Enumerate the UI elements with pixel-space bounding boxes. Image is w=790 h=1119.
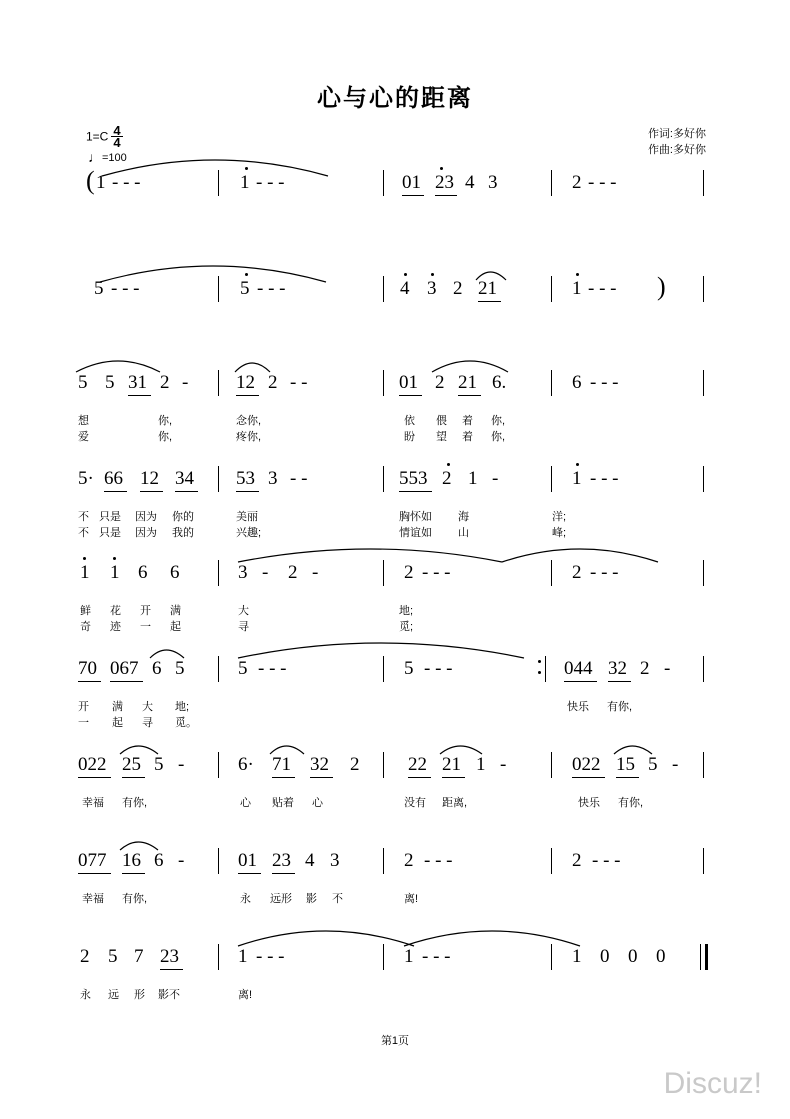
- beam: [272, 777, 295, 778]
- repeat-sign: [538, 660, 541, 674]
- system-8: [0, 850, 790, 930]
- barline: [703, 466, 704, 492]
- lyric: 你,: [158, 415, 173, 427]
- lyric: 永: [240, 893, 251, 905]
- lyric: 地;: [175, 701, 190, 713]
- note: 1: [572, 946, 582, 967]
- system-5: [0, 562, 790, 642]
- lyric: 只是: [99, 527, 121, 539]
- note-extender: -: [182, 372, 189, 393]
- lyric: 地;: [399, 605, 414, 617]
- note: 32: [310, 754, 329, 775]
- note: 21: [442, 754, 461, 775]
- lyric: 因为: [135, 511, 157, 523]
- barline: [545, 656, 546, 682]
- octave-dot: [431, 273, 434, 276]
- note: 1: [238, 946, 248, 967]
- barline: [218, 848, 219, 874]
- note-extender: - - -: [111, 278, 140, 299]
- lyric: 不: [78, 527, 89, 539]
- slur: [98, 256, 328, 286]
- note: 7: [134, 946, 144, 967]
- note: 32: [608, 658, 627, 679]
- lyric: 贴着: [272, 797, 294, 809]
- octave-dot: [83, 557, 86, 560]
- barline: [703, 752, 704, 778]
- lyric: 依: [404, 415, 415, 427]
- barline: [703, 276, 704, 302]
- beam: [140, 491, 163, 492]
- lyric: 花: [110, 605, 121, 617]
- lyric: 离!: [238, 989, 253, 1001]
- lyric: 情谊如: [399, 527, 432, 539]
- barline: [383, 944, 384, 970]
- beam: [238, 873, 261, 874]
- lyric: 没有: [404, 797, 426, 809]
- note: 0: [600, 946, 610, 967]
- note: 4: [400, 278, 410, 299]
- note: 01: [399, 372, 418, 393]
- note: 1: [110, 562, 120, 583]
- lyric: 幸福: [82, 797, 104, 809]
- beam: [236, 395, 259, 396]
- note: 6: [152, 658, 162, 679]
- note: 5: [154, 754, 164, 775]
- note-extender: - - -: [590, 468, 619, 489]
- barline: [218, 370, 219, 396]
- note: 66: [104, 468, 123, 489]
- beam: [78, 777, 111, 778]
- barline: [551, 370, 552, 396]
- note: 23: [435, 172, 454, 193]
- lyric: 盼: [404, 431, 415, 443]
- barline: [703, 370, 704, 396]
- beam: [128, 395, 151, 396]
- time-signature-top: 4: [113, 123, 121, 138]
- lyric: 我的: [172, 527, 194, 539]
- barline: [218, 752, 219, 778]
- final-barline: [700, 944, 701, 970]
- slur: [430, 350, 510, 376]
- note-extender: - - -: [592, 850, 621, 871]
- page-number: 第1页: [380, 1035, 410, 1047]
- barline: [551, 944, 552, 970]
- note: 25: [122, 754, 141, 775]
- system-6: [0, 658, 790, 738]
- lyric: 寻: [142, 717, 153, 729]
- system-7: [0, 754, 790, 834]
- note: 5: [105, 372, 115, 393]
- open-paren: (: [86, 166, 95, 195]
- note: 022: [78, 754, 107, 775]
- note: 6.: [492, 372, 507, 393]
- lyric: 不: [78, 511, 89, 523]
- note: 3: [268, 468, 278, 489]
- lyric: 离!: [404, 893, 419, 905]
- note: 4: [465, 172, 475, 193]
- note: 0: [656, 946, 666, 967]
- lyric: 胸怀如: [399, 511, 432, 523]
- barline: [551, 848, 552, 874]
- note: 5: [78, 372, 88, 393]
- tie: [474, 262, 510, 284]
- beam: [78, 873, 111, 874]
- beam: [572, 777, 605, 778]
- note-extender: - - -: [424, 658, 453, 679]
- lyric: 幸福: [82, 893, 104, 905]
- beam: [608, 681, 631, 682]
- note: 23: [160, 946, 179, 967]
- lyric: 疼你,: [236, 431, 262, 443]
- lyric: 有你,: [122, 797, 148, 809]
- note-extender: - - -: [422, 562, 451, 583]
- barline: [703, 656, 704, 682]
- note: 5: [94, 278, 104, 299]
- slur: [118, 736, 162, 758]
- note: 067: [110, 658, 139, 679]
- note: 23: [272, 850, 291, 871]
- note: 6: [154, 850, 164, 871]
- note-extender: -: [500, 754, 507, 775]
- note: 34: [175, 468, 194, 489]
- note: 0: [628, 946, 638, 967]
- note: 1: [476, 754, 486, 775]
- beam: [104, 491, 127, 492]
- note: 044: [564, 658, 593, 679]
- lyric: 心: [240, 797, 251, 809]
- note: 2: [80, 946, 90, 967]
- note-extender: - -: [290, 468, 308, 489]
- lyric: 你,: [158, 431, 173, 443]
- note-extender: -: [672, 754, 679, 775]
- octave-dot: [576, 273, 579, 276]
- lyric: 想: [78, 415, 89, 427]
- note: 5: [240, 278, 250, 299]
- note-extender: - - -: [256, 946, 285, 967]
- lyric: 寻: [238, 621, 249, 633]
- lyric: 一: [78, 717, 89, 729]
- note: 2: [435, 372, 445, 393]
- system-1: [0, 166, 790, 232]
- note: 6: [170, 562, 180, 583]
- beam: [122, 777, 145, 778]
- note: 2: [640, 658, 650, 679]
- note: 01: [238, 850, 257, 871]
- note: 12: [140, 468, 159, 489]
- octave-dot: [404, 273, 407, 276]
- beam: [478, 301, 501, 302]
- note: 1: [572, 278, 582, 299]
- lyric: 距离,: [442, 797, 468, 809]
- note: 022: [572, 754, 601, 775]
- lyric: 觅;: [399, 621, 414, 633]
- note: 5·: [78, 468, 94, 489]
- barline: [551, 170, 552, 196]
- beam: [236, 491, 259, 492]
- lyric: 满: [112, 701, 123, 713]
- lyric: 心: [312, 797, 323, 809]
- beam: [458, 395, 481, 396]
- note: 5: [404, 658, 414, 679]
- lyric: 形: [134, 989, 145, 1001]
- time-signature-bottom: 4: [113, 135, 121, 150]
- barline: [383, 170, 384, 196]
- octave-dot: [576, 463, 579, 466]
- lyric: 有你,: [607, 701, 633, 713]
- credits: [648, 126, 706, 158]
- note: 2: [572, 172, 582, 193]
- composer: 作曲:多好你: [647, 144, 706, 156]
- note-extender: -: [262, 562, 269, 583]
- lyric: 你,: [491, 415, 506, 427]
- lyric: 永: [80, 989, 91, 1001]
- lyric: 洋;: [552, 511, 567, 523]
- barline: [218, 944, 219, 970]
- lyric: 远: [108, 989, 119, 1001]
- system-4: [0, 468, 790, 548]
- system-9: [0, 946, 790, 1026]
- lyric: 大: [238, 605, 249, 617]
- note: 5: [175, 658, 185, 679]
- note-extender: - - -: [588, 172, 617, 193]
- note: 21: [458, 372, 477, 393]
- lyric: 兴趣;: [236, 527, 262, 539]
- lyric: 一: [140, 621, 151, 633]
- note-extender: - - -: [422, 946, 451, 967]
- note: 6: [572, 372, 582, 393]
- lyric: 快乐: [578, 797, 600, 809]
- beam: [399, 491, 432, 492]
- lyric: 海: [458, 511, 469, 523]
- lyric: 偎: [436, 415, 447, 427]
- slur: [500, 540, 660, 566]
- note: 70: [78, 658, 97, 679]
- note: 2: [288, 562, 298, 583]
- octave-dot: [447, 463, 450, 466]
- lyric: 开: [78, 701, 89, 713]
- barline: [703, 170, 704, 196]
- lyric: 美丽: [236, 511, 258, 523]
- barline: [218, 656, 219, 682]
- slur: [236, 634, 526, 662]
- slur: [100, 150, 330, 180]
- barline: [383, 466, 384, 492]
- lyric: 有你,: [122, 893, 148, 905]
- beam: [272, 873, 295, 874]
- note: 2: [442, 468, 452, 489]
- beam: [78, 681, 101, 682]
- lyric: 望: [436, 431, 447, 443]
- note: 2: [160, 372, 170, 393]
- lyric: 起: [170, 621, 181, 633]
- note: 2: [268, 372, 278, 393]
- slur: [148, 640, 188, 662]
- note: 12: [236, 372, 255, 393]
- beam: [110, 681, 143, 682]
- note: 71: [272, 754, 291, 775]
- note: 3: [330, 850, 340, 871]
- note: 3: [427, 278, 437, 299]
- lyric: 觅。: [175, 717, 197, 729]
- lyric: 奇: [80, 621, 91, 633]
- note-extender: - - -: [257, 278, 286, 299]
- octave-dot: [440, 167, 443, 170]
- note: 2: [404, 850, 414, 871]
- note: 01: [402, 172, 421, 193]
- note: 53: [236, 468, 255, 489]
- slur: [236, 922, 416, 950]
- slur: [438, 736, 486, 758]
- note: 6·: [238, 754, 254, 775]
- lyric: 你的: [172, 511, 194, 523]
- time-signature: [111, 125, 122, 148]
- note: 553: [399, 468, 428, 489]
- beam: [435, 195, 457, 196]
- lyric: 念你,: [236, 415, 262, 427]
- note-extender: -: [664, 658, 671, 679]
- note: 1: [240, 172, 250, 193]
- quarter-note-icon: ♩: [88, 149, 102, 165]
- lyric: 峰;: [552, 527, 567, 539]
- note: 1: [468, 468, 478, 489]
- note-extender: - - -: [590, 562, 619, 583]
- note-extender: - - -: [258, 658, 287, 679]
- note-extender: - -: [290, 372, 308, 393]
- lyric: 有你,: [618, 797, 644, 809]
- note: 15: [616, 754, 635, 775]
- lyric: 影不: [158, 989, 180, 1001]
- barline: [383, 370, 384, 396]
- lyric: 不: [332, 893, 343, 905]
- note: 3: [488, 172, 498, 193]
- beam: [402, 195, 424, 196]
- close-paren: ): [657, 272, 666, 301]
- barline: [383, 752, 384, 778]
- note: 1: [96, 172, 106, 193]
- slur: [402, 922, 582, 950]
- note: 2: [453, 278, 463, 299]
- beam: [122, 873, 145, 874]
- lyric: 着: [462, 415, 473, 427]
- note: 1: [572, 468, 582, 489]
- barline: [383, 848, 384, 874]
- note: 6: [138, 562, 148, 583]
- barline: [551, 276, 552, 302]
- final-barline-thick: [705, 944, 708, 970]
- beam: [399, 395, 422, 396]
- note: 5: [108, 946, 118, 967]
- note: 16: [122, 850, 141, 871]
- lyricist: 作词:多好你: [647, 128, 706, 140]
- note: 22: [408, 754, 427, 775]
- note-extender: - - -: [256, 172, 285, 193]
- beam: [408, 777, 431, 778]
- beam: [175, 491, 198, 492]
- note-extender: -: [178, 754, 185, 775]
- lyric: 快乐: [567, 701, 589, 713]
- barline: [218, 560, 219, 586]
- note: 3: [238, 562, 248, 583]
- lyric: 爱: [78, 431, 89, 443]
- beam: [616, 777, 639, 778]
- note: 4: [305, 850, 315, 871]
- barline: [703, 560, 704, 586]
- beam: [442, 777, 465, 778]
- page-title: 心与心的距离: [317, 85, 473, 112]
- note-extender: - - -: [424, 850, 453, 871]
- lyric: 山: [458, 527, 469, 539]
- beam: [160, 969, 183, 970]
- lyric: 着: [462, 431, 473, 443]
- slur: [268, 736, 308, 758]
- note: 077: [78, 850, 107, 871]
- slur: [118, 832, 162, 854]
- lyric: 只是: [99, 511, 121, 523]
- lyric: 远形: [270, 893, 292, 905]
- key-label: 1=C: [86, 129, 109, 144]
- lyric: 迹: [110, 621, 121, 633]
- note: 2: [350, 754, 360, 775]
- barline: [703, 848, 704, 874]
- system-2: [0, 272, 790, 338]
- lyric: 满: [170, 605, 181, 617]
- note-extender: - - -: [588, 278, 617, 299]
- slur: [236, 540, 506, 566]
- note: 21: [478, 278, 497, 299]
- barline: [551, 466, 552, 492]
- note-extender: -: [492, 468, 499, 489]
- barline: [383, 276, 384, 302]
- beam: [310, 777, 333, 778]
- note: 1: [80, 562, 90, 583]
- system-3: [0, 372, 790, 452]
- note: 2: [572, 850, 582, 871]
- slur: [612, 736, 656, 758]
- note-extender: -: [312, 562, 319, 583]
- lyric: 大: [142, 701, 153, 713]
- note: 1: [404, 946, 414, 967]
- tempo-value: =100: [102, 152, 127, 164]
- beam: [564, 681, 597, 682]
- octave-dot: [113, 557, 116, 560]
- barline: [218, 466, 219, 492]
- note: 5: [238, 658, 248, 679]
- lyric: 鲜: [80, 605, 91, 617]
- lyric: 开: [140, 605, 151, 617]
- lyric: 影: [306, 893, 317, 905]
- key-signature: [86, 123, 123, 150]
- note-extender: - - -: [112, 172, 141, 193]
- barline: [383, 560, 384, 586]
- lyric: 你,: [491, 431, 506, 443]
- lyric: 因为: [135, 527, 157, 539]
- note: 5: [648, 754, 658, 775]
- lyric: 起: [112, 717, 123, 729]
- note: 2: [572, 562, 582, 583]
- note: 2: [404, 562, 414, 583]
- watermark: Discuz!: [663, 1067, 762, 1100]
- note-extender: - - -: [590, 372, 619, 393]
- note-extender: -: [178, 850, 185, 871]
- note: 31: [128, 372, 147, 393]
- barline: [551, 752, 552, 778]
